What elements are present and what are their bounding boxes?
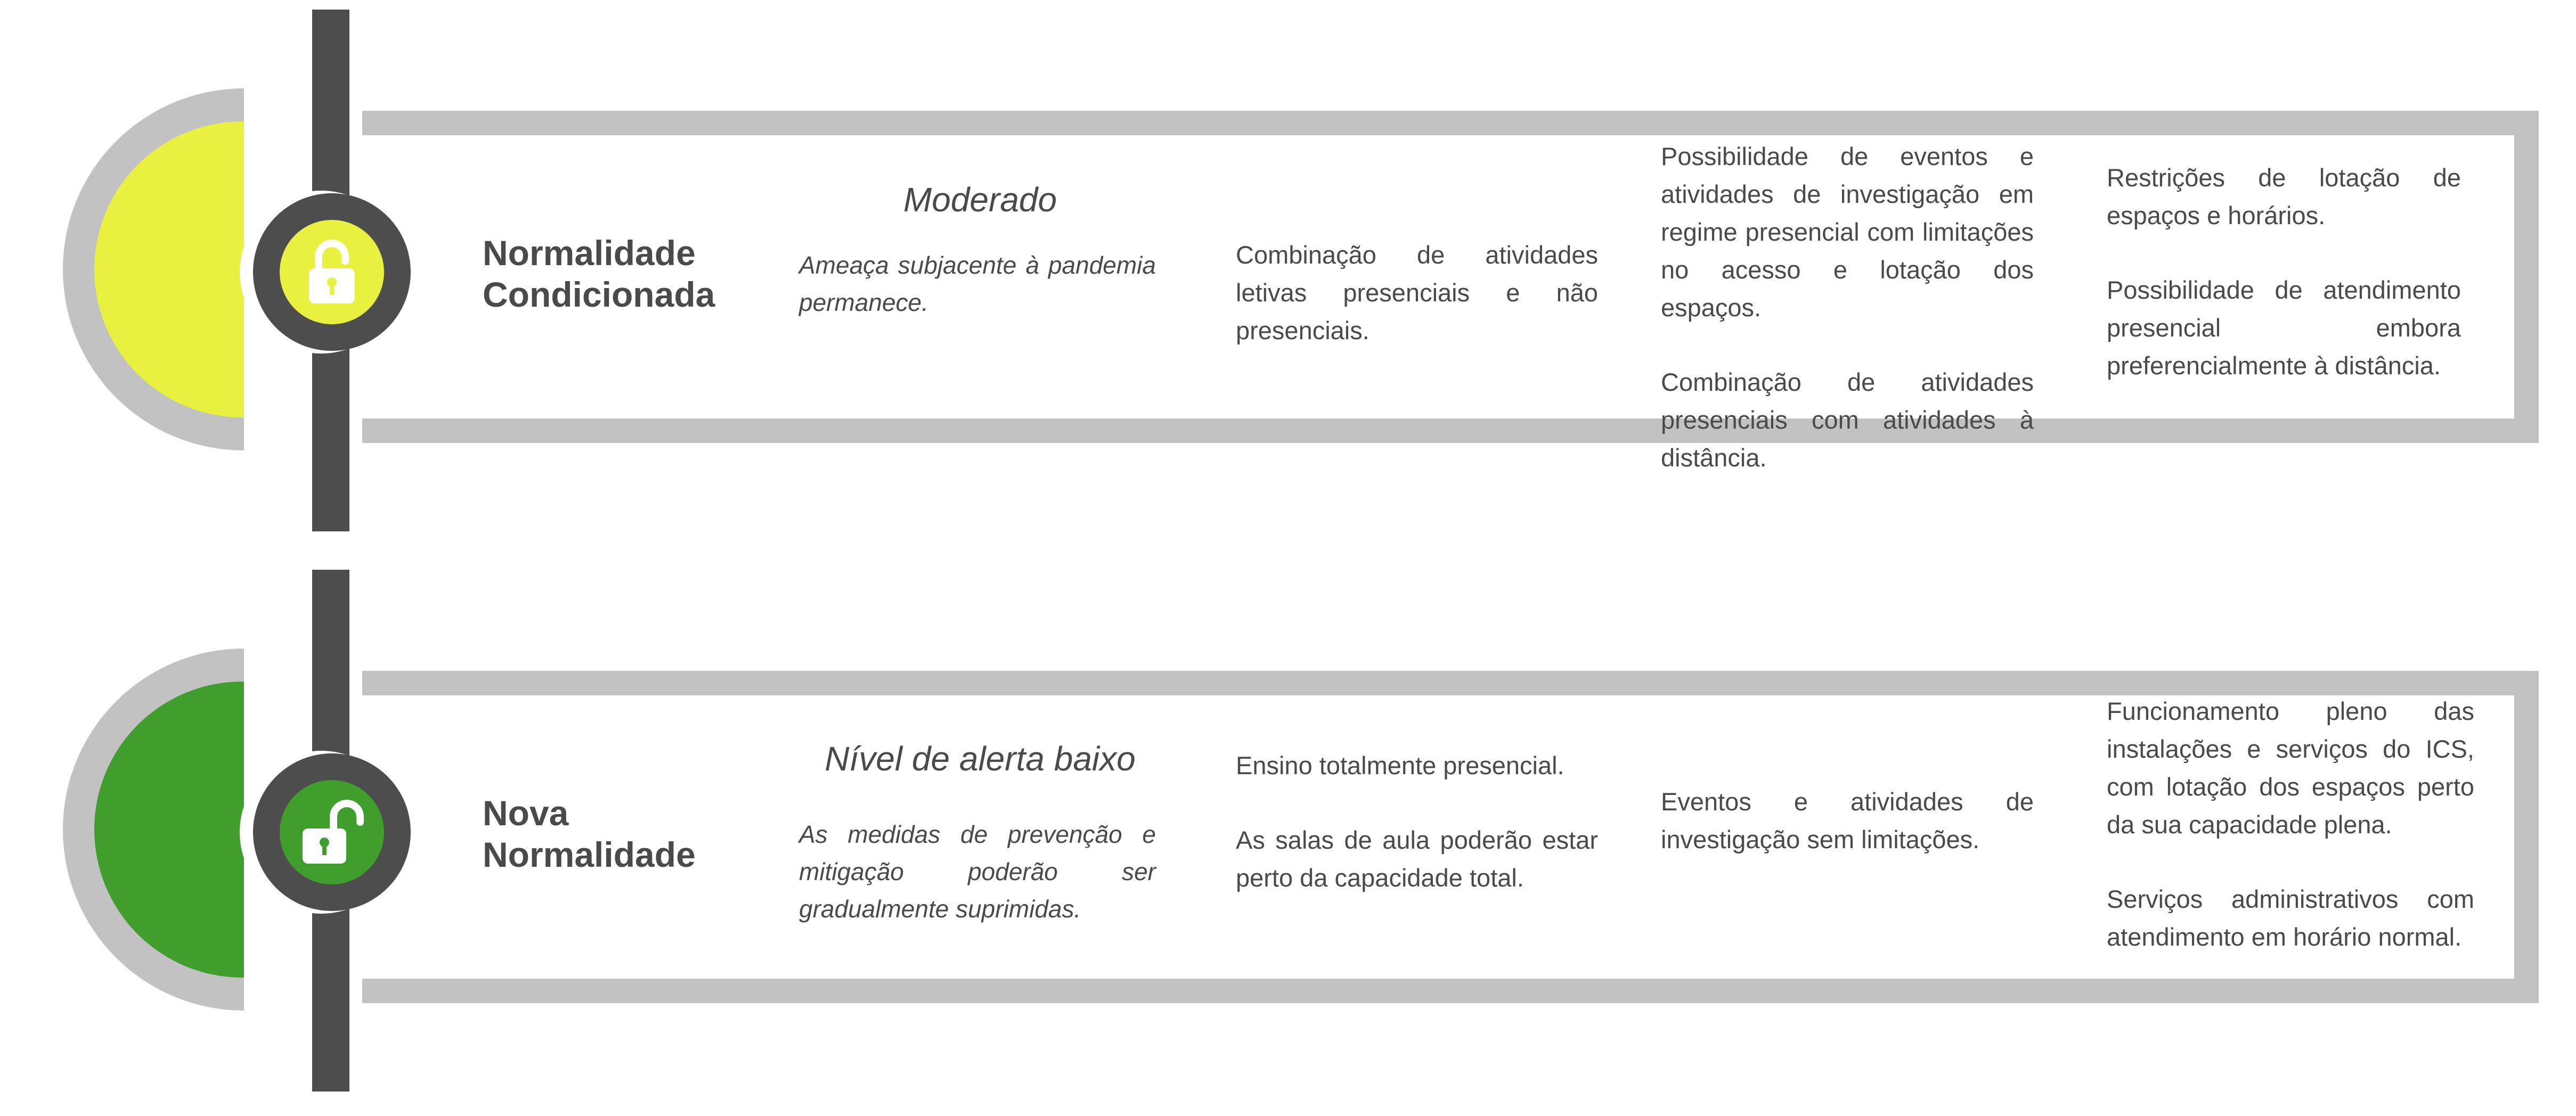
- level-title-line: Nova: [483, 793, 569, 833]
- services-text: Restrições de lotação de espaços e horários.: [2107, 163, 2461, 229]
- research-column: [1661, 783, 2034, 858]
- open-padlock-icon: [297, 798, 366, 867]
- teaching-column: [1236, 236, 1598, 349]
- services-text: Funcionamento pleno das instalações e serviços do ICS, com lotação dos espaços perto da sua capacidade plena.: [2107, 697, 2474, 839]
- services-column: [2107, 159, 2461, 384]
- level-row-normalidade-condicionada: [0, 10, 2576, 531]
- teaching-text: Ensino totalmente presencial.: [1236, 751, 1564, 779]
- services-text: Serviços administrativos com atendimento em horário normal.: [2107, 885, 2474, 951]
- teaching-text: Combinação de atividades letivas presenciais e não presenciais.: [1236, 241, 1598, 344]
- research-text: Combinação de atividades presenciais com atividades à distância.: [1661, 368, 2034, 472]
- alert-level-heading: Moderado: [903, 180, 1057, 219]
- level-title: [483, 232, 715, 315]
- badge-icon-disc: [280, 220, 384, 324]
- alert-level-heading: Nível de alerta baixo: [825, 740, 1136, 778]
- alert-level-description: As medidas de prevenção e mitigação poderão ser gradualmente suprimidas.: [799, 820, 1156, 923]
- unlocked-padlock-icon: [303, 237, 361, 307]
- services-column: [2107, 692, 2474, 956]
- level-title: [483, 792, 696, 875]
- level-row-nova-normalidade: [0, 570, 2576, 1092]
- research-column: [1661, 137, 2034, 477]
- alert-level-description: Ameaça subjacente à pandemia permanece.: [799, 251, 1156, 316]
- teaching-text: As salas de aula poderão estar perto da capacidade total.: [1236, 826, 1598, 892]
- research-text: Possibilidade de eventos e atividades de investigação em regime presencial com limitações no acesso e lotação dos espaços.: [1661, 142, 2034, 322]
- services-text: Possibilidade de atendimento presencial embora preferencialmente à distância.: [2107, 276, 2461, 380]
- research-text: Eventos e atividades de investigação sem limitações.: [1661, 787, 2034, 854]
- level-title-line: Condicionada: [483, 275, 715, 314]
- level-title-line: Normalidade: [483, 835, 696, 874]
- teaching-column: [1236, 746, 1598, 897]
- level-title-line: Normalidade: [483, 233, 696, 273]
- badge-icon-disc: [280, 780, 384, 884]
